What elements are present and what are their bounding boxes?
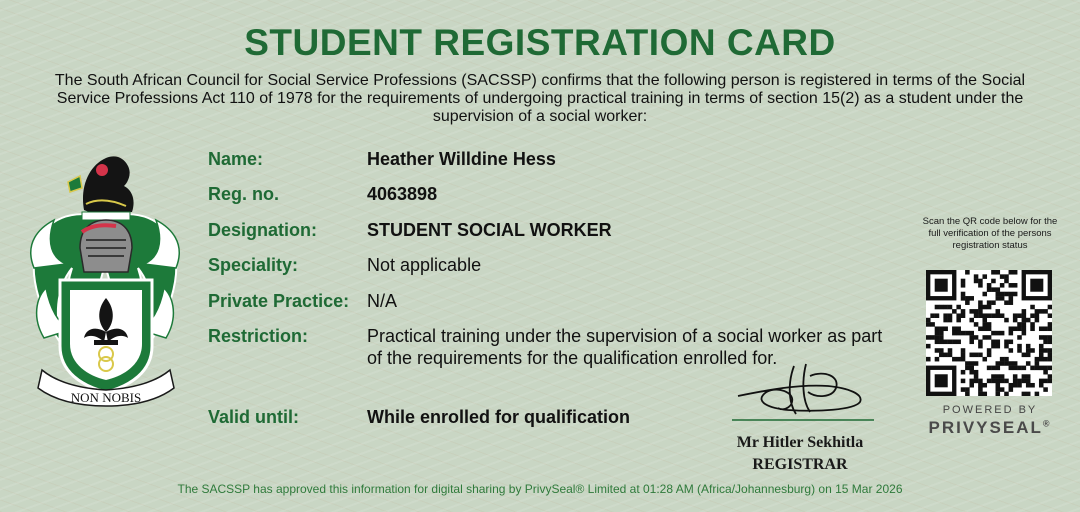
field-valid-until-label: Valid until: (208, 407, 300, 427)
field-restriction-label: Restriction: (208, 326, 309, 346)
footer-note: The SACSSP has approved this information for digital sharing by PrivySeal® Limited at 01:28 AM (Africa/Johannesburg) on 15 Mar 2026 (177, 482, 903, 496)
privyseal-logo: PRIVYSEAL® (928, 418, 1052, 437)
powered-by-label: POWERED BY (942, 404, 1038, 416)
qr-code-icon[interactable] (926, 270, 1052, 396)
signature-icon (728, 362, 878, 422)
field-speciality-value: Not applicable (367, 255, 482, 275)
field-designation-label: Designation: (208, 220, 318, 240)
crest-motto: NON NOBIS (70, 390, 142, 405)
field-private-practice-value: N/A (367, 291, 398, 311)
field-reg-no-value: 4063898 (367, 184, 438, 204)
coat-of-arms-icon (24, 148, 186, 412)
card-title: STUDENT REGISTRATION CARD (244, 22, 836, 63)
scan-instruction: Scan the QR code below for the full verification of the persons registration status (922, 216, 1058, 251)
field-name-label: Name: (208, 149, 264, 169)
privyseal-brand: PRIVYSEAL (928, 418, 1043, 437)
field-name-value: Heather Willdine Hess (367, 149, 556, 169)
registrar-name: Mr Hitler Sekhitla (736, 434, 864, 451)
registrar-title: REGISTRAR (752, 456, 848, 473)
field-valid-until-value: While enrolled for qualification (367, 407, 631, 427)
field-private-practice-label: Private Practice: (208, 291, 350, 311)
field-reg-no-label: Reg. no. (208, 184, 279, 204)
field-restriction-value: Practical training under the supervision of a social worker as part of the requirements for the qualification enrolled for. (367, 326, 883, 368)
registrar-block (712, 432, 888, 476)
field-designation-value: STUDENT SOCIAL WORKER (367, 220, 612, 240)
intro-text: The South African Council for Social Service Professions (SACSSP) confirms that the following person is registered in terms of the Social Service Professions Act 110 of 1978 for the requirements of undergoing practical training in terms of section 15(2) as a student under the supervision of a social worker: (54, 72, 1026, 125)
field-speciality-label: Speciality: (208, 255, 299, 275)
